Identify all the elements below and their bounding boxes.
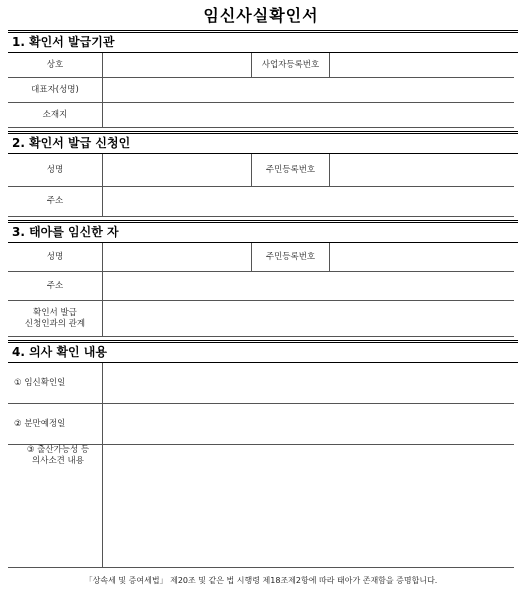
row-applicant-address	[8, 187, 514, 217]
due-date-label: ② 분만예정일	[8, 404, 103, 444]
pregnant-address-label: 주소	[8, 272, 103, 300]
document-title: 임신사실확인서	[203, 6, 319, 25]
pregnant-rrn-label: 주민등록번호	[251, 243, 330, 271]
row-pregnant-address	[8, 272, 514, 301]
row-address-1	[8, 103, 514, 128]
row-relationship	[8, 301, 514, 337]
doctor-opinion-label-line2: 의사소견 내용	[32, 456, 84, 466]
row-pregnant-name	[8, 243, 514, 272]
applicant-address-label: 주소	[8, 187, 103, 216]
relationship-label-line1: 확인서 발급	[33, 307, 77, 318]
doctor-opinion-label	[8, 445, 103, 567]
row-pregnancy-date	[8, 363, 514, 404]
section-4-heading: 4. 의사 확인 내용	[8, 340, 518, 363]
pregnancy-confirm-date-label: ① 임신확인일	[8, 363, 103, 403]
applicant-name-label: 성명	[8, 154, 103, 186]
row-applicant-name	[8, 154, 514, 187]
representative-label: 대표자(성명)	[8, 78, 103, 102]
relationship-label	[8, 301, 103, 336]
footer-statement: 「상속세 및 증여세법」 제20조 및 같은 법 시행령 제18조제2항에 따라 태아가 존재함을 증명합니다.	[84, 576, 438, 585]
business-reg-number-label: 사업자등록번호	[251, 53, 330, 77]
section-1-heading: 1. 확인서 발급기관	[8, 30, 518, 53]
section-2-heading: 2. 확인서 발급 신청인	[8, 131, 518, 154]
pregnant-name-label: 성명	[8, 243, 103, 271]
section-3-heading: 3. 태아를 임신한 자	[8, 220, 518, 243]
applicant-rrn-label: 주민등록번호	[251, 154, 330, 186]
doctor-opinion-label-line1: ③ 출산가능성 등	[26, 445, 90, 455]
row-representative	[8, 78, 514, 103]
row-doctor-opinion	[8, 445, 514, 568]
business-name-label: 상호	[8, 53, 103, 77]
relationship-label-line2: 신청인과의 관계	[24, 318, 86, 329]
row-due-date	[8, 404, 514, 445]
row-business-name	[8, 53, 514, 78]
location-label: 소재지	[8, 103, 103, 127]
